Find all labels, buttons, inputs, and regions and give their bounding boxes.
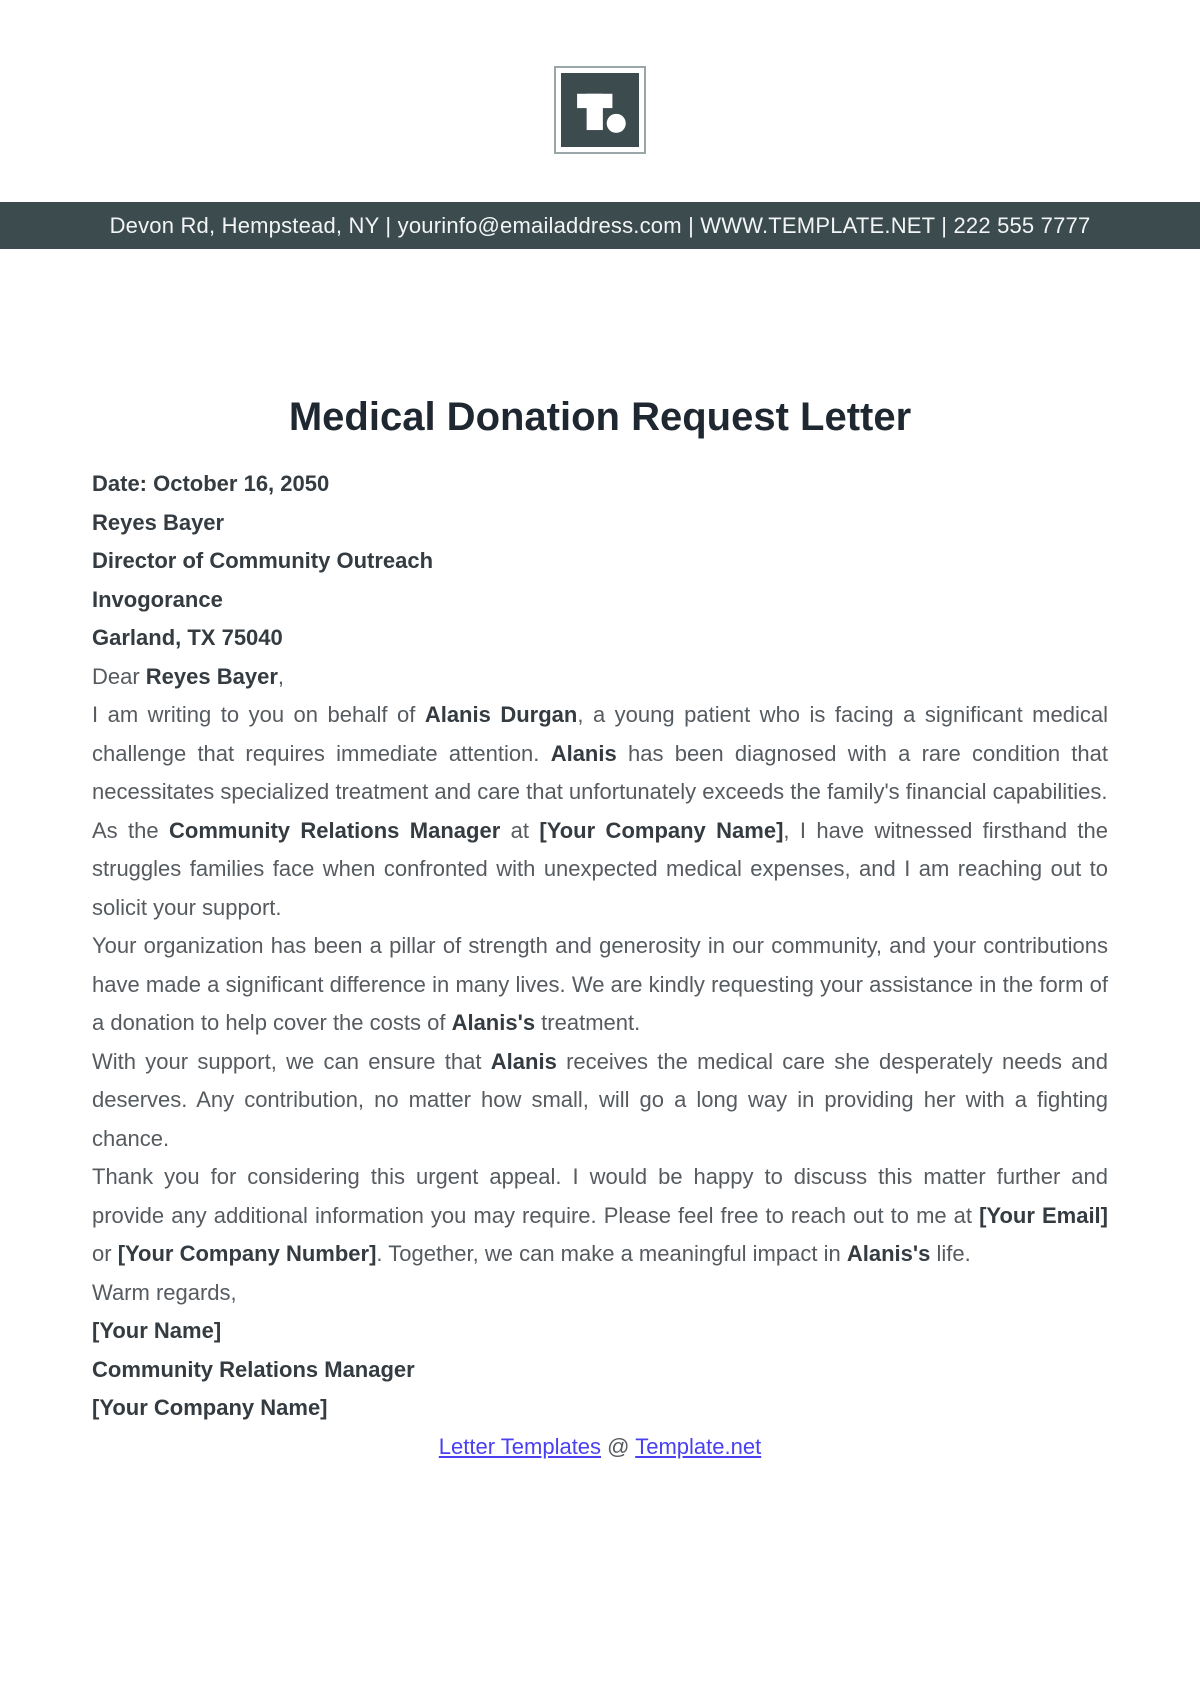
text-run: , I have witnessed firsthand the struggles families face when confronted with unexpected medical expenses, and I am reaching out to solicit your support. xyxy=(92,817,1109,920)
paragraph-5 xyxy=(92,1158,1108,1274)
text-run: has been diagnosed with a rare condition that necessitates specialized treatment and care that unfortunately exceeds the family's financial capabilities. xyxy=(92,740,1109,804)
paragraph-2 xyxy=(92,812,1108,928)
signature-company: [Your Company Name] xyxy=(92,1395,328,1420)
template-net-logo xyxy=(554,66,646,154)
recipient-title: Director of Community Outreach xyxy=(92,548,434,573)
text-run: Alanis Durgan xyxy=(424,702,578,727)
recipient-name: Reyes Bayer xyxy=(92,509,225,535)
text-run: Reyes Bayer xyxy=(145,663,278,689)
footer-separator: @ xyxy=(601,1433,636,1459)
text-run: life. xyxy=(930,1241,971,1266)
recipient-address: Garland, TX 75040 xyxy=(92,625,283,650)
text-run: Alanis xyxy=(550,740,617,766)
contact-info-text: Devon Rd, Hempstead, NY | yourinfo@emailaddress.com | WWW.TEMPLATE.NET | 222 555 7777 xyxy=(109,212,1091,238)
letterhead xyxy=(0,0,1200,154)
text-run: at xyxy=(500,817,540,843)
text-run: or xyxy=(92,1241,118,1266)
contact-info-bar xyxy=(0,202,1200,249)
recipient-company: Invogorance xyxy=(92,586,223,612)
letter-page xyxy=(92,393,1108,1466)
paragraph-4 xyxy=(92,1043,1108,1159)
signature-name: [Your Name] xyxy=(92,1318,222,1343)
text-run: Alanis's xyxy=(451,1010,536,1035)
text-run: Community Relations Manager xyxy=(169,817,501,843)
text-run: receives the medical care she desperately needs and deserves. Any contribution, no matter how small, will go a long way in providing her with a fighting chance. xyxy=(92,1048,1108,1151)
template-net-link[interactable]: Template.net xyxy=(635,1433,762,1459)
text-run: With your support, we can ensure that xyxy=(92,1048,491,1074)
text-run: Your organization has been a pillar of strength and generosity in our community, and your contributions have made a significant difference in many lives. We are kindly requesting your assistance in the form of a donation to help cover the costs of xyxy=(92,933,1108,1035)
text-run: , a young patient who is facing a significant medical challenge that requires immediate attention. xyxy=(92,702,1108,766)
date-line: Date: October 16, 2050 xyxy=(92,471,330,496)
text-run: [Your Email] xyxy=(979,1202,1108,1228)
letter-templates-link[interactable]: Letter Templates xyxy=(438,1433,602,1459)
text-run: treatment. xyxy=(535,1010,641,1035)
closing-regards: Warm regards, xyxy=(92,1279,237,1305)
text-run: Thank you for considering this urgent appeal. I would be happy to discuss this matter further and provide any additional information you may require. Please feel free to reach out to me at xyxy=(92,1164,1108,1228)
paragraph-1 xyxy=(92,696,1108,812)
text-run: . Together, we can make a meaningful impact in xyxy=(376,1241,847,1266)
signature-title: Community Relations Manager xyxy=(92,1356,415,1382)
text-run: [Your Company Name] xyxy=(539,817,784,843)
text-run: Alanis xyxy=(490,1048,557,1074)
logo-t-dot-icon xyxy=(556,68,644,152)
text-run: [Your Company Number] xyxy=(117,1241,377,1266)
text-run: I am writing to you on behalf of xyxy=(92,702,425,727)
letter-body xyxy=(92,465,1108,1466)
text-run: Alanis's xyxy=(846,1241,931,1266)
text-run: Dear xyxy=(92,663,146,689)
paragraph-3 xyxy=(92,927,1108,1043)
salutation xyxy=(92,658,1108,697)
text-run: As the xyxy=(92,817,170,843)
recipient-block xyxy=(92,465,1108,658)
text-run: , xyxy=(277,663,285,689)
letter-title: Medical Donation Request Letter xyxy=(288,395,912,439)
footer-credit xyxy=(92,1428,1108,1467)
